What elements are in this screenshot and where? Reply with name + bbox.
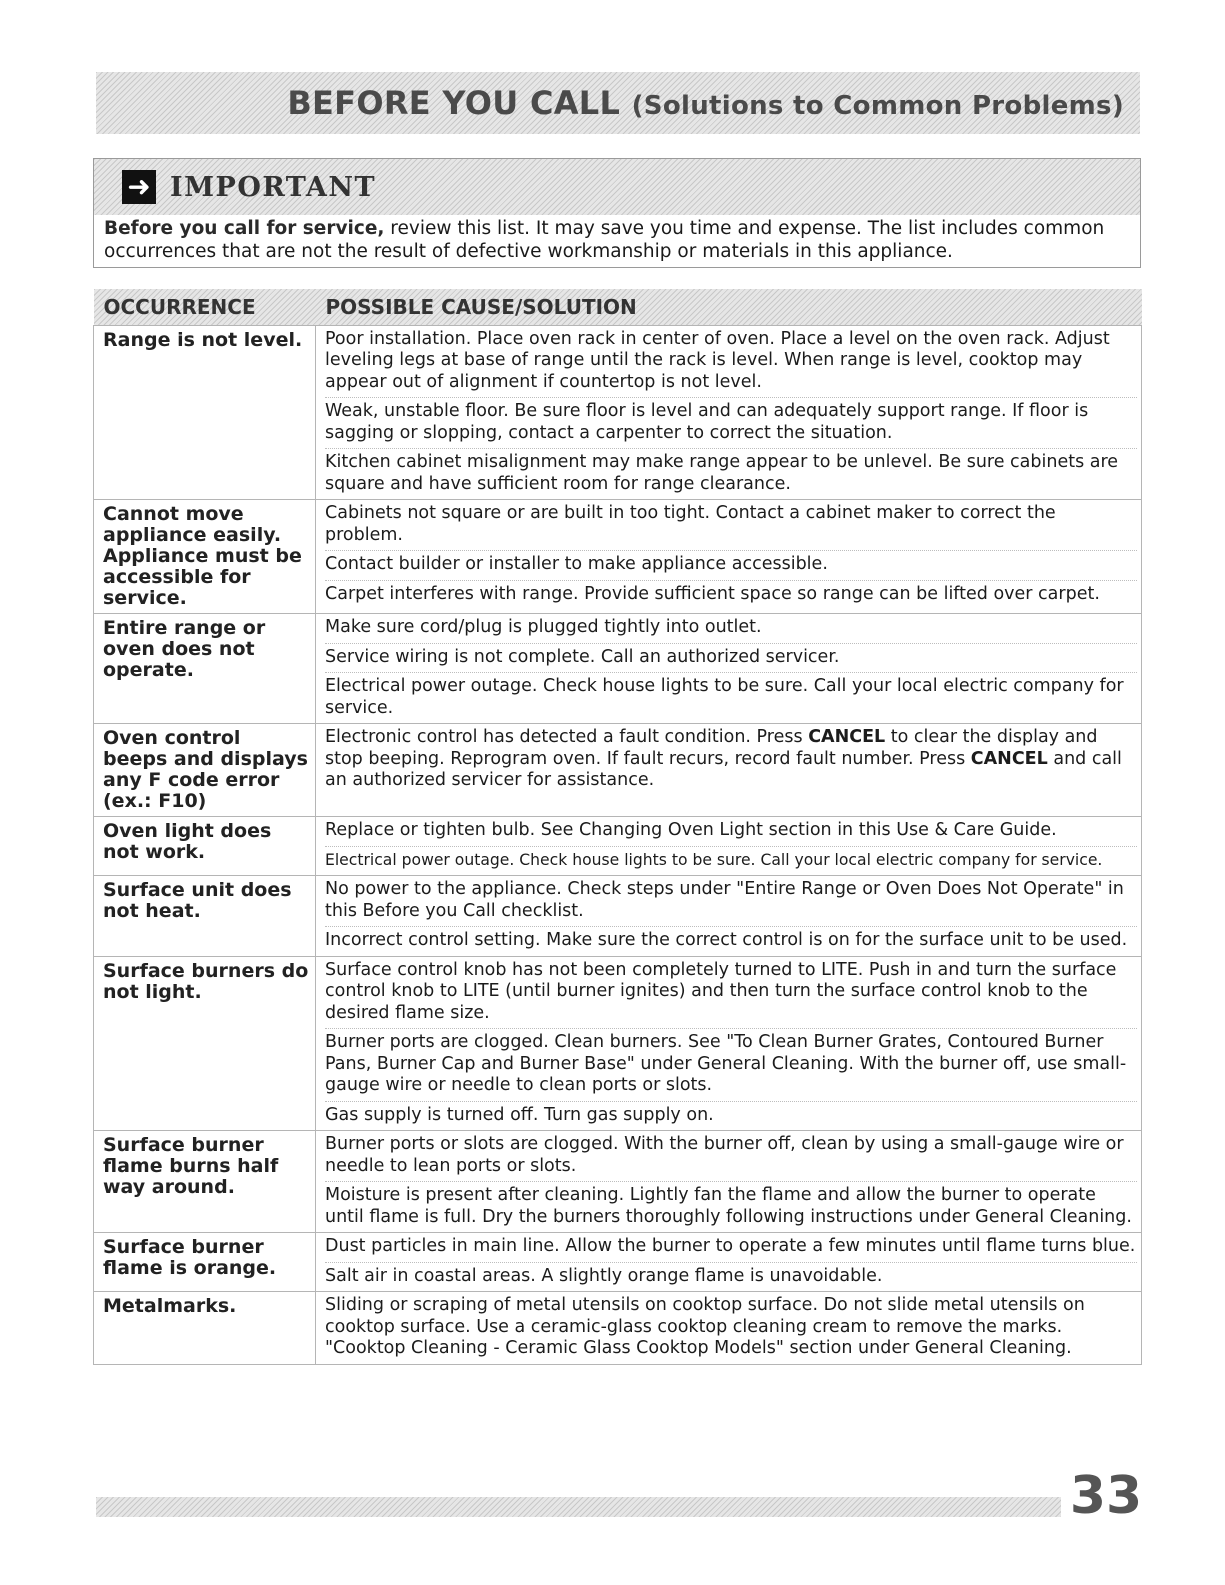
table-row xyxy=(94,325,1142,500)
column-header-occurrence: OCCURRENCE xyxy=(103,294,256,319)
occurrence-cell: Cannot move appliance easily. Appliance must be accessible for service. xyxy=(94,500,316,614)
important-notice xyxy=(93,158,1141,268)
solution-item: Make sure cord/plug is plugged tightly into outlet. xyxy=(325,614,1137,644)
solution-item: Moisture is present after cleaning. Lightly fan the flame and allow the burner to operate until flame is full. Dry the burners thoroughly following instructions under General Cleaning. xyxy=(325,1185,1132,1227)
solution-item: Sliding or scraping of metal utensils on cooktop surface. Do not slide metal utensils on cooktop surface. Use a ceramic-glass cooktop cleaning cream to remove the marks. "Cooktop Cleaning - Ceramic Glass Cooktop Models" section under General Cleaning. xyxy=(325,1295,1085,1358)
cancel-key-label: CANCEL xyxy=(970,748,1048,769)
solution-item: Salt air in coastal areas. A slightly orange flame is unavoidable. xyxy=(325,1265,883,1286)
occurrence-cell: Oven light does not work. xyxy=(94,817,316,876)
solution-item xyxy=(325,724,1137,796)
table-row xyxy=(94,724,1142,817)
solution-item: Kitchen cabinet misalignment may make range appear to be unlevel. Be sure cabinets are square and have sufficient room for range clearance. xyxy=(325,452,1119,494)
important-header xyxy=(94,159,1140,215)
page-title xyxy=(287,84,1124,122)
table-row xyxy=(94,1292,1142,1365)
footer-strip xyxy=(96,1497,1061,1517)
occurrence-cell: Surface burner flame burns half way around. xyxy=(94,1131,316,1233)
occurrence-cell: Surface burner flame is orange. xyxy=(94,1233,316,1292)
solution-item: Cabinets not square or are built in too tight. Contact a cabinet maker to correct the problem. xyxy=(325,500,1137,551)
solution-item: Service wiring is not complete. Call an authorized servicer. xyxy=(325,644,1137,674)
table-header-row xyxy=(94,289,1142,325)
solution-cell xyxy=(316,614,1142,724)
page-title-main: BEFORE YOU CALL xyxy=(287,84,621,122)
occurrence-cell: Entire range or oven does not operate. xyxy=(94,614,316,724)
solution-cell xyxy=(316,876,1142,957)
important-text xyxy=(94,215,1140,263)
solution-cell xyxy=(316,500,1142,614)
important-lead: Before you call for service, xyxy=(104,218,385,239)
important-title: IMPORTANT xyxy=(170,171,377,203)
solution-cell xyxy=(316,1292,1142,1365)
cancel-key-label: CANCEL xyxy=(808,727,886,747)
table-row xyxy=(94,1233,1142,1292)
solution-text: to clear the display and stop beeping. Reprogram oven. If fault recurs, record fault number. Press xyxy=(325,727,1098,769)
solution-item: Weak, unstable floor. Be sure floor is level and can adequately support range. If floor is sagging or slopping, contact a carpenter to correct the situation. xyxy=(325,398,1137,449)
solution-item: Carpet interferes with range. Provide sufficient space so range can be lifted over carpet. xyxy=(325,583,1100,604)
occurrence-cell: Oven control beeps and displays any F code error (ex.: F10) xyxy=(94,724,316,817)
solution-cell xyxy=(316,1131,1142,1233)
page-number: 33 xyxy=(1069,1466,1143,1526)
solution-cell xyxy=(316,956,1142,1131)
solution-cell xyxy=(316,325,1142,500)
solution-text: and call an authorized servicer for assistance. xyxy=(325,748,1122,790)
solution-item: No power to the appliance. Check steps under "Entire Range or Oven Does Not Operate" in this Before you Call checklist. xyxy=(325,876,1137,927)
table-row xyxy=(94,500,1142,614)
solution-item: Burner ports are clogged. Clean burners. See "To Clean Burner Grates, Contoured Burner Pans, Burner Cap and Burner Base" under General Cleaning. With the burner off, use small-gauge wire or needle to clean ports or slots. xyxy=(325,1029,1137,1102)
solution-item: Contact builder or installer to make appliance accessible. xyxy=(325,551,1137,581)
troubleshooting-table xyxy=(93,289,1142,1365)
table-row xyxy=(94,614,1142,724)
arrow-right-icon: ➜ xyxy=(122,170,156,204)
solution-item: Poor installation. Place oven rack in center of oven. Place a level on the oven rack. Adjust leveling legs at base of range until the rack is level. When range is level, cooktop may appear out of alignment if countertop is not level. xyxy=(325,326,1137,399)
occurrence-cell: Surface unit does not heat. xyxy=(94,876,316,957)
solution-cell xyxy=(316,724,1142,817)
solution-cell xyxy=(316,817,1142,876)
solution-item: Electrical power outage. Check house lights to be sure. Call your local electric company for service. xyxy=(325,676,1124,718)
occurrence-cell: Range is not level. xyxy=(94,325,316,500)
solution-item: Burner ports or slots are clogged. With the burner off, clean by using a small-gauge wire or needle to lean ports or slots. xyxy=(325,1131,1137,1182)
important-body: review this list. It may save you time and expense. The list includes common occurrences that are not the result of defective workmanship or materials in this appliance. xyxy=(104,218,1105,262)
solution-item: Replace or tighten bulb. See Changing Oven Light section in this Use & Care Guide. xyxy=(325,817,1137,847)
header-banner xyxy=(96,72,1140,134)
table-row xyxy=(94,956,1142,1131)
solution-item: Gas supply is turned off. Turn gas supply on. xyxy=(325,1104,714,1125)
solution-item: Incorrect control setting. Make sure the correct control is on for the surface unit to be used. xyxy=(325,930,1128,950)
occurrence-cell: Surface burners do not light. xyxy=(94,956,316,1131)
table-row xyxy=(94,1131,1142,1233)
table-row xyxy=(94,817,1142,876)
solution-cell xyxy=(316,1233,1142,1292)
occurrence-cell: Metalmarks. xyxy=(94,1292,316,1365)
solution-item: Dust particles in main line. Allow the burner to operate a few minutes until flame turns blue. xyxy=(325,1233,1137,1263)
solution-item: Surface control knob has not been completely turned to LITE. Push in and turn the surface control knob to LITE (until burner ignites) and then turn the surface control knob to the desired flame size. xyxy=(325,957,1137,1030)
solution-text: Electronic control has detected a fault condition. Press xyxy=(325,727,809,747)
table-row xyxy=(94,876,1142,957)
column-header-solution: POSSIBLE CAUSE/SOLUTION xyxy=(325,294,637,319)
page-title-sub: (Solutions to Common Problems) xyxy=(631,91,1124,121)
solution-item: Electrical power outage. Check house lights to be sure. Call your local electric company for service. xyxy=(325,850,1103,869)
